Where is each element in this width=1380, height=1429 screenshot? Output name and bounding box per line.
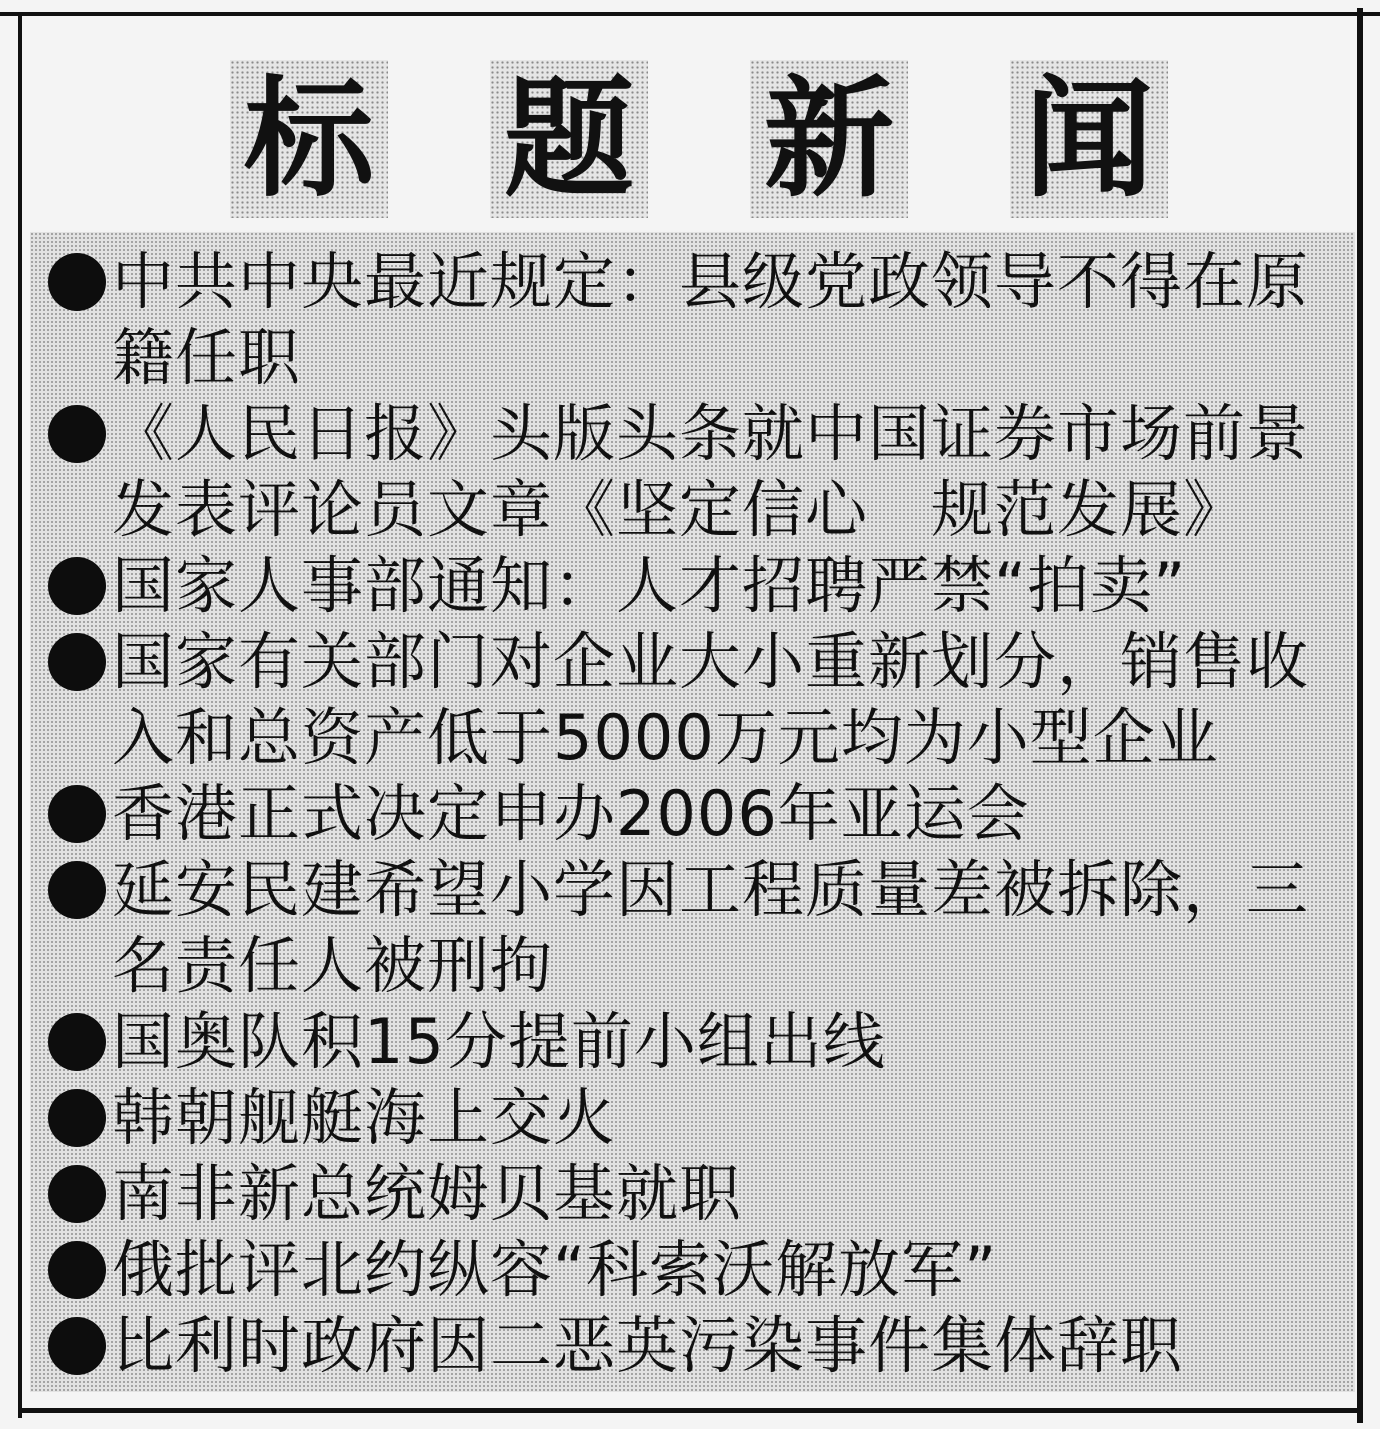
news-item-text: 国家有关部门对企业大小重新划分，销售收入和总资产低于5000万元均为小型企业 [112,625,1310,774]
news-item [30,852,1355,1004]
bullet-icon [48,861,106,919]
news-item [30,624,1355,776]
news-item-text: 韩朝舰艇海上交火 [112,1081,617,1154]
bullet-icon [48,633,106,691]
news-item [30,1080,1355,1156]
news-item-text: 国奥队积15分提前小组出线 [112,1005,886,1078]
news-item [30,776,1355,852]
news-item [30,1232,1355,1308]
headline-title [22,40,1357,230]
title-char: 新 [750,60,908,218]
news-list [30,244,1355,1384]
news-item [30,548,1355,624]
bullet-icon [48,405,106,463]
title-char: 题 [490,60,648,218]
news-item-text: 《人民日报》头版头条就中国证券市场前景发表评论员文章《坚定信心 规范发展》 [112,397,1310,546]
bullet-icon [48,1165,106,1223]
news-item [30,244,1355,396]
title-char: 标 [230,60,388,218]
border-top [0,12,1380,16]
news-item [30,1004,1355,1080]
news-item [30,1308,1355,1384]
news-item-text: 俄批评北约纵容“科索沃解放军” [112,1233,998,1306]
bullet-icon [48,1089,106,1147]
title-char: 闻 [1010,60,1168,218]
bullet-icon [48,1317,106,1375]
news-item-text: 香港正式决定申办2006年亚运会 [112,777,1030,850]
news-item [30,396,1355,548]
bullet-icon [48,785,106,843]
border-right [1357,8,1363,1423]
news-item-text: 南非新总统姆贝基就职 [112,1157,743,1230]
news-item-text: 国家人事部通知：人才招聘严禁“拍卖” [112,549,1187,622]
bullet-icon [48,1013,106,1071]
news-item [30,1156,1355,1232]
news-item-text: 中共中央最近规定：县级党政领导不得在原籍任职 [112,245,1310,394]
bullet-icon [48,1241,106,1299]
bullet-icon [48,557,106,615]
news-item-text: 比利时政府因二恶英污染事件集体辞职 [112,1309,1184,1382]
news-item-text: 延安民建希望小学因工程质量差被拆除，三名责任人被刑拘 [112,853,1310,1002]
bullet-icon [48,253,106,311]
news-panel [30,232,1355,1392]
border-bottom [18,1408,1363,1413]
